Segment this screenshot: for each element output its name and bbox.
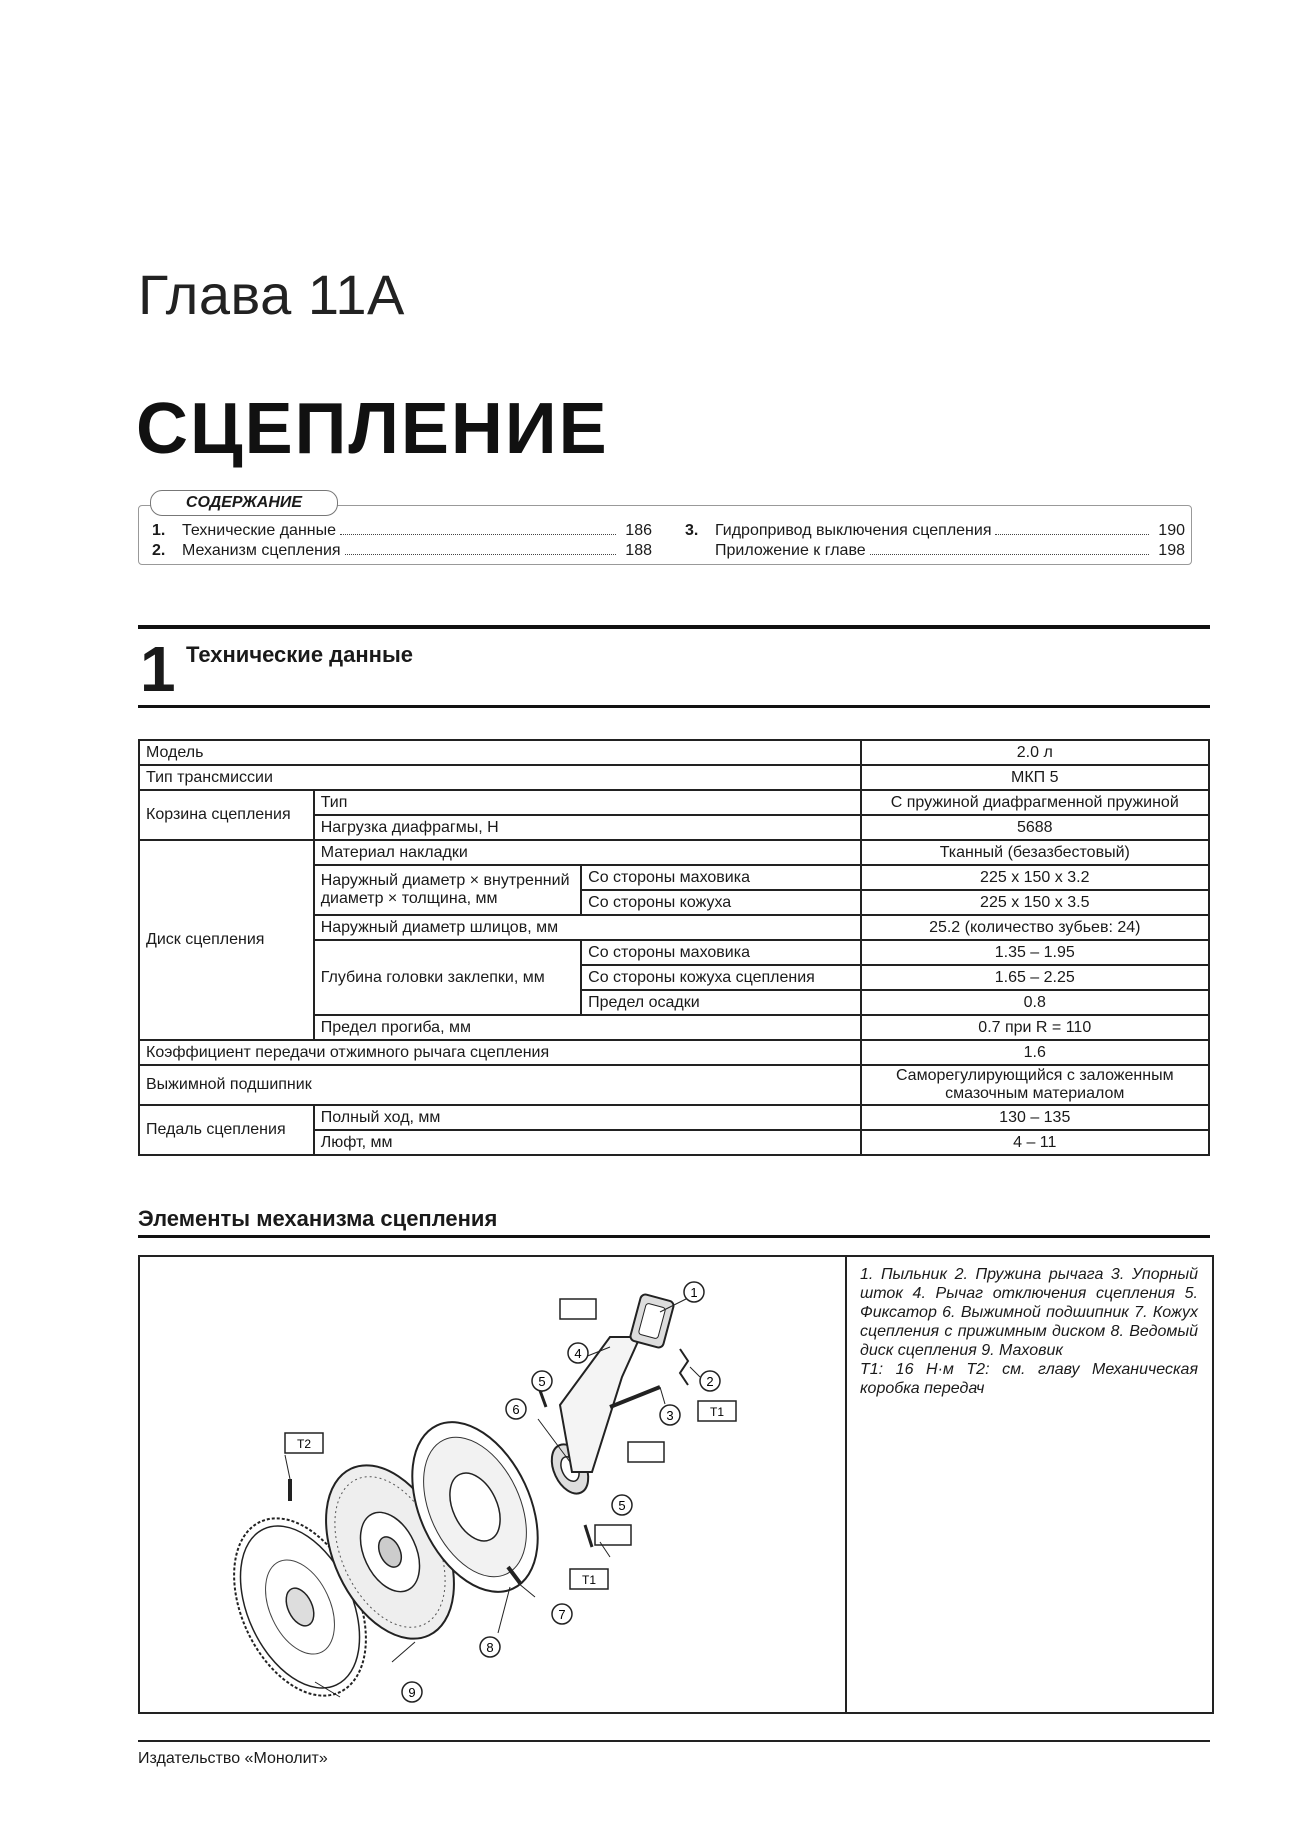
toc-text: Механизм сцепления	[182, 542, 341, 559]
spec-value: Саморегулирующийся с заложенным смазочным материалом	[861, 1065, 1209, 1105]
svg-text:6: 6	[512, 1402, 520, 1417]
spec-group-label: Корзина сцепления	[139, 790, 314, 840]
footer-rule	[138, 1740, 1210, 1742]
spec-group-label: Диск сцепления	[139, 840, 314, 1040]
spec-value: 1.35 – 1.95	[861, 940, 1209, 965]
spec-sublabel: Со стороны кожуха сцепления	[581, 965, 860, 990]
toc-item[interactable]	[685, 522, 1185, 540]
toc-leader	[870, 542, 1149, 555]
table-row	[139, 765, 1209, 790]
spec-label: Материал накладки	[314, 840, 861, 865]
spec-value: 25.2 (количество зубьев: 24)	[861, 915, 1209, 940]
table-row	[139, 1040, 1209, 1065]
spec-value: 130 – 135	[861, 1105, 1209, 1130]
toc-page: 186	[625, 522, 652, 539]
spec-value: 4 – 11	[861, 1130, 1209, 1155]
spec-label: Тип	[314, 790, 861, 815]
callout-3	[660, 1405, 680, 1425]
spec-label: Нагрузка диафрагмы, Н	[314, 815, 861, 840]
spec-value: 1.6	[861, 1040, 1209, 1065]
spec-group-label: Педаль сцепления	[139, 1105, 314, 1155]
spec-label: Наружный диаметр × внутренний диаметр × толщина, мм	[314, 865, 581, 915]
toc-text: Гидропривод выключения сцепления	[715, 522, 992, 539]
spec-value: 5688	[861, 815, 1209, 840]
clutch-exploded-diagram	[140, 1257, 844, 1707]
svg-text:4: 4	[574, 1346, 582, 1361]
section-rule-top	[138, 625, 1210, 629]
callout-5	[612, 1495, 632, 1515]
toc-label: СОДЕРЖАНИЕ	[150, 490, 338, 516]
spec-value: 0.7 при R = 110	[861, 1015, 1209, 1040]
chapter-title: СЦЕПЛЕНИЕ	[136, 389, 609, 469]
toc-num: 3.	[685, 522, 699, 539]
spec-label: Наружный диаметр шлицов, мм	[314, 915, 861, 940]
table-row	[139, 790, 1209, 815]
toc-page: 198	[1158, 542, 1185, 559]
svg-text:T1: T1	[581, 1573, 597, 1587]
figure-legend	[860, 1265, 1198, 1398]
spec-sublabel: Предел осадки	[581, 990, 860, 1015]
svg-text:5: 5	[538, 1374, 546, 1389]
table-row	[139, 740, 1209, 765]
svg-text:1: 1	[690, 1285, 698, 1300]
section-rule-bottom	[138, 705, 1210, 708]
toc-leader	[345, 542, 616, 555]
spec-label: Предел прогиба, мм	[314, 1015, 861, 1040]
torque-label-t1	[698, 1401, 736, 1421]
spec-sublabel: Со стороны кожуха	[581, 890, 860, 915]
svg-text:3: 3	[666, 1408, 674, 1423]
section-number: 1	[140, 633, 176, 705]
toc-item[interactable]	[152, 522, 652, 540]
spec-sublabel: Со стороны маховика	[581, 865, 860, 890]
callout-5	[532, 1371, 552, 1391]
lever-spring-drawing	[680, 1349, 688, 1385]
svg-text:9: 9	[408, 1685, 416, 1700]
legend-torques: T1: 16 Н·м T2: см. главу Механическая коробка передач	[860, 1361, 1198, 1397]
spec-label: Глубина головки заклепки, мм	[314, 940, 581, 1015]
toc-item[interactable]	[152, 542, 652, 560]
toc-num	[685, 542, 715, 560]
elements-title: Элементы механизма сцепления	[138, 1206, 498, 1231]
callout-2	[700, 1371, 720, 1391]
spec-value: 225 x 150 x 3.5	[861, 890, 1209, 915]
spec-table	[138, 739, 1210, 1156]
toc-leader	[995, 522, 1149, 535]
toc-num: 1.	[152, 522, 166, 539]
torque-label-t2	[285, 1433, 323, 1453]
spec-sublabel: Со стороны маховика	[581, 940, 860, 965]
callout-6	[506, 1399, 526, 1419]
callout-9	[402, 1682, 422, 1702]
elements-rule	[138, 1235, 1210, 1238]
svg-text:7: 7	[558, 1607, 566, 1622]
toc-item[interactable]	[685, 542, 1185, 560]
spec-label: Тип трансмиссии	[139, 765, 861, 790]
toc-text: Приложение к главе	[715, 542, 866, 559]
callout-7	[552, 1604, 572, 1624]
spec-value: 1.65 – 2.25	[861, 965, 1209, 990]
spec-label: Выжимной подшипник	[139, 1065, 861, 1105]
retainer-drawing	[585, 1525, 592, 1547]
callout-4	[568, 1343, 588, 1363]
figure-divider	[845, 1255, 847, 1714]
table-row	[139, 1105, 1209, 1130]
table-row	[139, 1065, 1209, 1105]
publisher-footer: Издательство «Монолит»	[138, 1750, 328, 1767]
callout-1	[684, 1282, 704, 1302]
spec-label: Коэффициент передачи отжимного рычага сцепления	[139, 1040, 861, 1065]
spec-value: 0.8	[861, 990, 1209, 1015]
toc-num: 2.	[152, 542, 166, 559]
spec-value: 225 x 150 x 3.2	[861, 865, 1209, 890]
svg-text:8: 8	[486, 1640, 494, 1655]
section-title: Технические данные	[186, 642, 413, 667]
grease-icon	[560, 1299, 596, 1319]
spec-label: Модель	[139, 740, 861, 765]
chapter-number: Глава 11А	[138, 263, 405, 326]
svg-text:T1: T1	[709, 1405, 725, 1419]
spec-value: С пружиной диафрагменной пружиной	[861, 790, 1209, 815]
toc-page: 190	[1158, 522, 1185, 539]
toc-leader	[340, 522, 616, 535]
boot-drawing	[629, 1293, 674, 1348]
callout-8	[480, 1637, 500, 1657]
svg-text:T2: T2	[296, 1437, 312, 1451]
toc-text: Технические данные	[182, 522, 337, 539]
toc-page: 188	[625, 542, 652, 559]
spec-value: 2.0 л	[861, 740, 1209, 765]
spec-label: Полный ход, мм	[314, 1105, 861, 1130]
legend-parts: 1. Пыльник 2. Пружина рычага 3. Упорный шток 4. Рычаг отключения сцепления 5. Фиксатор 6. Выжимной подшипник 7. Кожух сцепления с прижимным диском 8. Ведомый диск сцепления 9. Маховик	[860, 1266, 1198, 1359]
svg-text:5: 5	[618, 1498, 626, 1513]
grease-icon	[628, 1442, 664, 1462]
torque-label-t1	[570, 1569, 608, 1589]
spec-value: Тканный (безазбестовый)	[861, 840, 1209, 865]
svg-text:2: 2	[706, 1374, 714, 1389]
spec-label: Люфт, мм	[314, 1130, 861, 1155]
table-row	[139, 840, 1209, 865]
spec-value: МКП 5	[861, 765, 1209, 790]
